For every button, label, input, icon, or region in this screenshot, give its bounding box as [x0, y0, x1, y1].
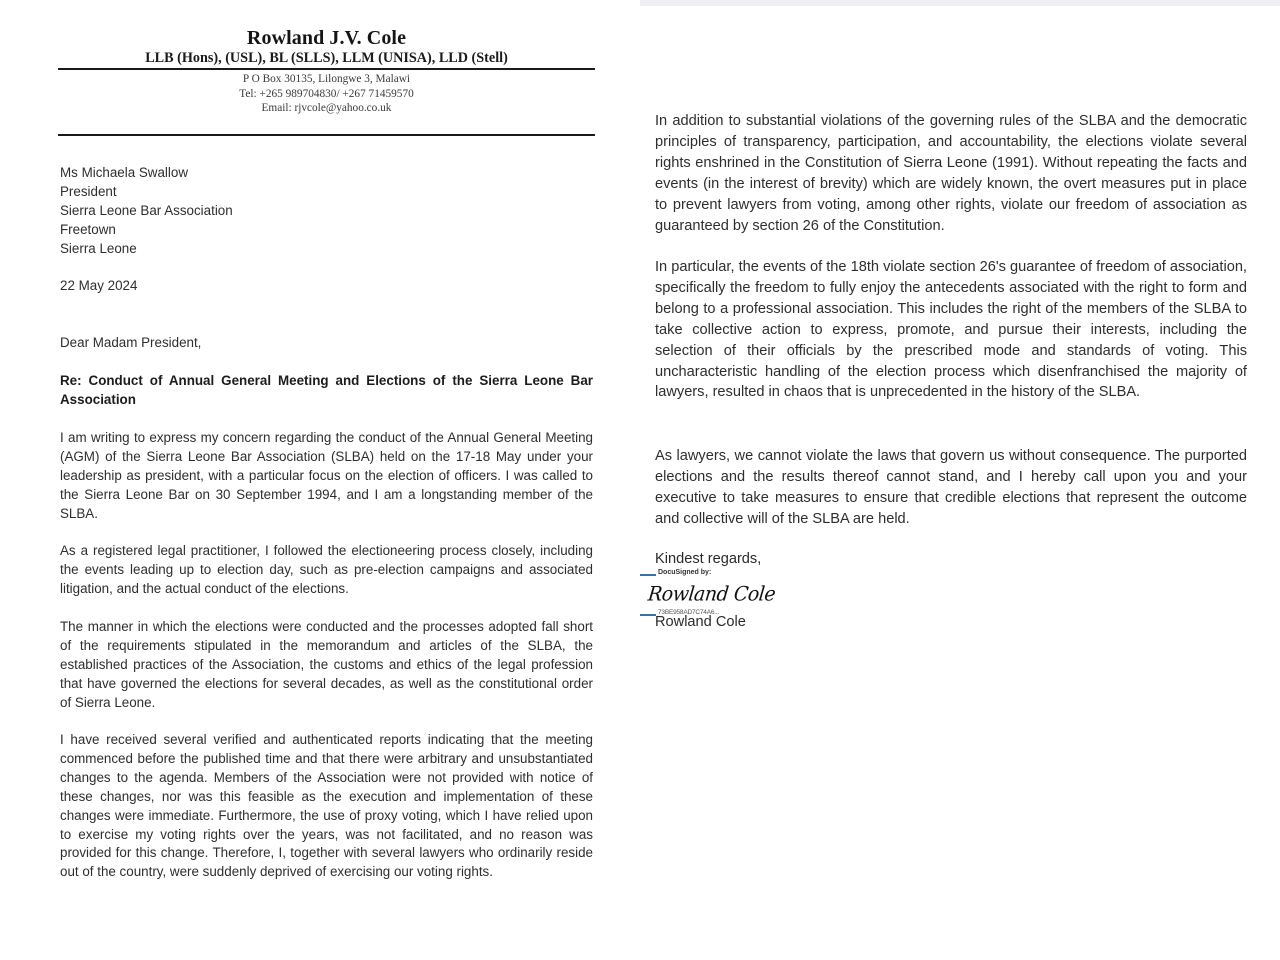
recipient-address-block [60, 164, 233, 259]
subject-line: Re: Conduct of Annual General Meeting and Elections of the Sierra Leone Bar Association [60, 373, 593, 407]
letterhead-tel: Tel: +265 989704830/ +267 71459570 [239, 87, 414, 100]
body-paragraph-3: The manner in which the elections were conducted and the processes adopted fall short of the requirements stipulated in the memorandum and articles of the SLBA, the established practices of the Association, the customs and ethics of the legal profession that have governed the elections for several decades, as well as the constitutional order of Sierra Leone. [60, 619, 593, 710]
handwritten-signature: Rowland Cole [646, 582, 777, 606]
letterhead-name: Rowland J.V. Cole [246, 27, 407, 49]
body-paragraph-6: In particular, the events of the 18th violate section 26's guarantee of freedom of association, specifically the freedom to fully enjoy the antecedents associated with the right to form and belong to a professional association. This includes the right of the members of the SLBA to take collective action to express, promote, and pursue their interests, including the selection of their officials by the prescribed mode and standards of voting. This uncharacteristic handling of the election process which disenfranchised the majority of lawyers, resulted in chaos that is unprecedented in the history of the SLBA. [655, 259, 1247, 401]
salutation: Dear Madam President, [60, 335, 202, 350]
recipient-organization: Sierra Leone Bar Association [60, 202, 233, 218]
docusign-bracket-top [640, 574, 656, 576]
letterhead-divider-top [58, 68, 595, 70]
body-paragraph-2: As a registered legal practitioner, I followed the electioneering process closely, including the events leading up to election day, such as pre-election campaigns and associated litigation, and the actual conduct of the elections. [60, 543, 593, 596]
body-paragraph-7: As lawyers, we cannot violate the laws that govern us without consequence. The purported elections and the results thereof cannot stand, and I hereby call upon you and your executive to take measures to ensure that credible elections that represent the outcome and collective will of the SLBA are held. [655, 448, 1247, 527]
recipient-name: Ms Michaela Swallow [60, 165, 188, 180]
letterhead-address: P O Box 30135, Lilongwe 3, Malawi [242, 73, 411, 85]
recipient-title: President [60, 183, 117, 199]
letterhead-divider-bottom [58, 134, 595, 136]
closing-line: Kindest regards, [655, 551, 762, 567]
body-paragraph-5: In addition to substantial violations of the governing rules of the SLBA and the democratic principles of transparency, participation, and accountability, the elections violate several rights enshrined in the Constitution of Sierra Leone (1991). Without repeating the facts and events (in the interest of brevity) which are widely known, the overt measures put in place to prevent lawyers from voting, among other rights, violate our freedom of association as guaranteed by section 26 of the Constitution. [655, 113, 1247, 234]
letterhead-email[interactable]: Email: rjvcole@yahoo.co.uk [261, 102, 392, 114]
docusign-envelope-id: 73BE958AD7C74A6... [658, 609, 720, 616]
recipient-city: Freetown [60, 221, 116, 237]
letterhead-contact [58, 72, 595, 116]
body-paragraph-4: I have received several verified and authenticated reports indicating that the meeting commenced before the published time and that there were arbitrary and unsubstantiated changes to the agenda. Members of the Association were not provided with notice of these changes, nor was this feasible as the execution and implementation of these changes were immediate. Furthermore, the use of proxy voting, which I have relied upon to exercise my voting rights over the years, was not facilitated, and no reason was provided for this change. Therefore, I, together with several lawyers who ordinarily reside out of the country, were suddenly deprived of exercising our voting rights. [60, 732, 593, 880]
recipient-country: Sierra Leone [60, 240, 137, 256]
body-paragraph-1: I am writing to express my concern regarding the conduct of the Annual General Meeting (AGM) of the Sierra Leone Bar Association (SLBA) held on the 17-18 May under your leadership as president, with a particular focus on the election of officers. I was called to the Sierra Leone Bar on 30 September 1994, and I am a longstanding member of the SLBA. [60, 430, 593, 521]
docusign-bracket-bottom [640, 614, 656, 616]
docusign-label: DocuSigned by: [658, 569, 712, 576]
signatory-name: Rowland Cole [655, 614, 746, 630]
letter-date: 22 May 2024 [60, 278, 138, 293]
letterhead-qualifications: LLB (Hons), (USL), BL (SLLS), LLM (UNISA), LLD (Stell) [145, 50, 508, 66]
page-top-strip [640, 0, 1280, 6]
